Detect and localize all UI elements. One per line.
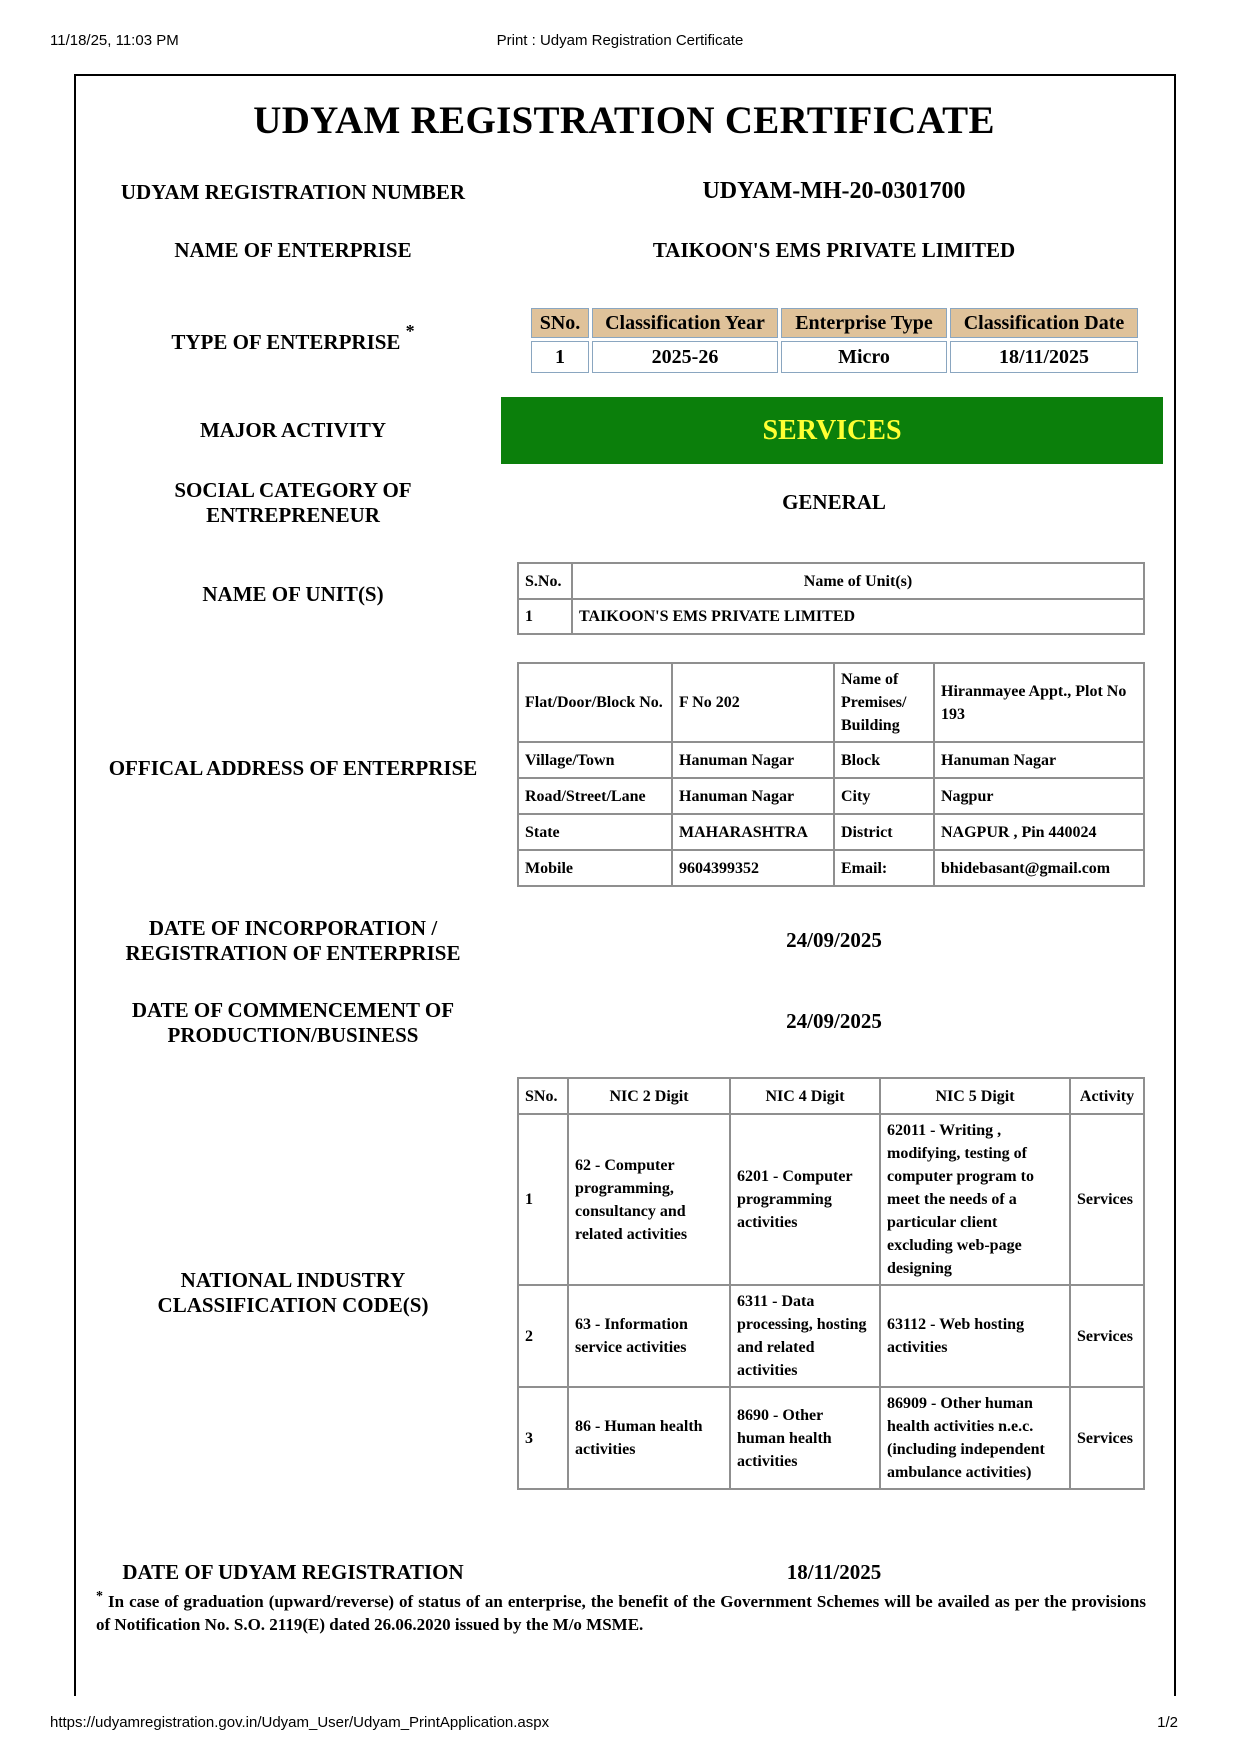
units-header-row bbox=[518, 563, 1144, 599]
classification-header-date: Classification Date bbox=[950, 308, 1138, 338]
address-district: NAGPUR , Pin 440024 bbox=[934, 814, 1144, 850]
table-row bbox=[518, 742, 1144, 778]
footnote bbox=[96, 1590, 1146, 1636]
nic-5digit: 86909 - Other human health activities n.e.c. (including independent ambulance activities) bbox=[880, 1387, 1070, 1489]
address-state: MAHARASHTRA bbox=[672, 814, 834, 850]
registration-number-label: UDYAM REGISTRATION NUMBER bbox=[120, 180, 466, 204]
commencement-label-line2: PRODUCTION/BUSINESS bbox=[167, 1023, 419, 1047]
address-label: OFFICAL ADDRESS OF ENTERPRISE bbox=[108, 756, 478, 780]
social-category-label-line2: ENTREPRENEUR bbox=[206, 503, 380, 527]
social-category-label bbox=[98, 478, 488, 528]
nic-header-sno: SNo. bbox=[518, 1078, 568, 1114]
units-table bbox=[517, 562, 1145, 635]
footnote-text: In case of graduation (upward/reverse) of status of an enterprise, the benefit of the Government Schemes will be availed as per the provisions of Notification No. S.O. 2119(E) dated 26.06.2020 issued by the M/o MSME. bbox=[96, 1592, 1146, 1634]
address-flat: F No 202 bbox=[672, 663, 834, 742]
nic-header-2digit: NIC 2 Digit bbox=[568, 1078, 730, 1114]
address-email-label: Email: bbox=[834, 850, 934, 886]
incorporation-label bbox=[98, 916, 488, 966]
nic-4digit: 8690 - Other human health activities bbox=[730, 1387, 880, 1489]
address-district-label: District bbox=[834, 814, 934, 850]
nic-activity: Services bbox=[1070, 1114, 1144, 1285]
unit-sno: 1 bbox=[518, 599, 572, 634]
nic-5digit: 63112 - Web hosting activities bbox=[880, 1285, 1070, 1387]
udyam-date-label: DATE OF UDYAM REGISTRATION bbox=[122, 1560, 464, 1584]
type-asterisk: * bbox=[405, 321, 415, 341]
address-mobile: 9604399352 bbox=[672, 850, 834, 886]
address-state-label: State bbox=[518, 814, 672, 850]
type-of-enterprise-label bbox=[98, 323, 488, 355]
nic-4digit: 6201 - Computer programming activities bbox=[730, 1114, 880, 1285]
commencement-label-line1: DATE OF COMMENCEMENT OF bbox=[131, 998, 455, 1022]
address-village-label: Village/Town bbox=[518, 742, 672, 778]
nic-sno: 1 bbox=[518, 1114, 568, 1285]
classification-header-year: Classification Year bbox=[592, 308, 778, 338]
nic-2digit: 63 - Information service activities bbox=[568, 1285, 730, 1387]
address-flat-label: Flat/Door/Block No. bbox=[518, 663, 672, 742]
table-row bbox=[518, 850, 1144, 886]
nic-activity: Services bbox=[1070, 1387, 1144, 1489]
print-datetime: 11/18/25, 11:03 PM bbox=[50, 32, 179, 49]
nic-2digit: 86 - Human health activities bbox=[568, 1387, 730, 1489]
table-row bbox=[518, 599, 1144, 634]
print-title: Print : Udyam Registration Certificate bbox=[496, 32, 744, 49]
table-row bbox=[531, 341, 1138, 373]
major-activity-label: MAJOR ACTIVITY bbox=[199, 418, 387, 442]
classification-year: 2025-26 bbox=[592, 341, 778, 373]
address-mobile-label: Mobile bbox=[518, 850, 672, 886]
units-header-name: Name of Unit(s) bbox=[572, 563, 1144, 599]
print-footer bbox=[50, 1714, 1190, 1736]
nic-header-5digit: NIC 5 Digit bbox=[880, 1078, 1070, 1114]
incorporation-label-line1: DATE OF INCORPORATION / bbox=[148, 916, 438, 940]
units-label: NAME OF UNIT(S) bbox=[202, 582, 384, 606]
table-row bbox=[518, 1114, 1144, 1285]
enterprise-name-label: NAME OF ENTERPRISE bbox=[174, 238, 412, 262]
commencement-label bbox=[98, 998, 488, 1048]
nic-activity: Services bbox=[1070, 1285, 1144, 1387]
address-city-label: City bbox=[834, 778, 934, 814]
nic-label-line1: NATIONAL INDUSTRY bbox=[180, 1268, 406, 1292]
classification-date: 18/11/2025 bbox=[950, 341, 1138, 373]
certificate-title: UDYAM REGISTRATION CERTIFICATE bbox=[253, 99, 995, 142]
address-block-label: Block bbox=[834, 742, 934, 778]
incorporation-date: 24/09/2025 bbox=[786, 928, 882, 952]
nic-header-row bbox=[518, 1078, 1144, 1114]
units-header-sno: S.No. bbox=[518, 563, 572, 599]
print-url: https://udyamregistration.gov.in/Udyam_User/Udyam_PrintApplication.aspx bbox=[50, 1714, 550, 1731]
major-activity-banner bbox=[501, 397, 1163, 464]
enterprise-name: TAIKOON'S EMS PRIVATE LIMITED bbox=[652, 238, 1016, 262]
social-category-label-line1: SOCIAL CATEGORY OF bbox=[174, 478, 412, 502]
address-premises: Hiranmayee Appt., Plot No 193 bbox=[934, 663, 1144, 742]
social-category-value: GENERAL bbox=[782, 490, 886, 514]
nic-sno: 3 bbox=[518, 1387, 568, 1489]
nic-4digit: 6311 - Data processing, hosting and related activities bbox=[730, 1285, 880, 1387]
table-row bbox=[518, 814, 1144, 850]
nic-2digit: 62 - Computer programming, consultancy and related activities bbox=[568, 1114, 730, 1285]
table-row bbox=[518, 1285, 1144, 1387]
print-header bbox=[50, 32, 1190, 54]
classification-header-sno: SNo. bbox=[531, 308, 589, 338]
address-email: bhidebasant@gmail.com bbox=[934, 850, 1144, 886]
classification-sno: 1 bbox=[531, 341, 589, 373]
unit-name: TAIKOON'S EMS PRIVATE LIMITED bbox=[572, 599, 1144, 634]
commencement-date: 24/09/2025 bbox=[786, 1009, 882, 1033]
classification-type: Micro bbox=[781, 341, 947, 373]
classification-header-row bbox=[531, 308, 1138, 338]
address-block: Hanuman Nagar bbox=[934, 742, 1144, 778]
nic-table bbox=[517, 1077, 1145, 1490]
address-premises-label: Name of Premises/ Building bbox=[834, 663, 934, 742]
nic-5digit: 62011 - Writing , modifying, testing of computer program to meet the needs of a particular client excluding web-page designing bbox=[880, 1114, 1070, 1285]
nic-header-4digit: NIC 4 Digit bbox=[730, 1078, 880, 1114]
classification-header-type: Enterprise Type bbox=[781, 308, 947, 338]
classification-table bbox=[528, 305, 1141, 376]
address-city: Nagpur bbox=[934, 778, 1144, 814]
address-road: Hanuman Nagar bbox=[672, 778, 834, 814]
page-number: 1/2 bbox=[1157, 1714, 1178, 1731]
major-activity-value: SERVICES bbox=[762, 414, 902, 446]
nic-label bbox=[98, 1268, 488, 1318]
registration-number: UDYAM-MH-20-0301700 bbox=[702, 178, 966, 204]
address-road-label: Road/Street/Lane bbox=[518, 778, 672, 814]
address-table bbox=[517, 662, 1145, 887]
table-row bbox=[518, 778, 1144, 814]
footnote-asterisk: * bbox=[96, 1589, 103, 1604]
table-row bbox=[518, 663, 1144, 742]
type-of-enterprise-text: TYPE OF ENTERPRISE bbox=[171, 330, 401, 354]
address-village: Hanuman Nagar bbox=[672, 742, 834, 778]
nic-header-activity: Activity bbox=[1070, 1078, 1144, 1114]
table-row bbox=[518, 1387, 1144, 1489]
incorporation-label-line2: REGISTRATION OF ENTERPRISE bbox=[125, 941, 461, 965]
nic-label-line2: CLASSIFICATION CODE(S) bbox=[157, 1293, 429, 1317]
nic-sno: 2 bbox=[518, 1285, 568, 1387]
udyam-date: 18/11/2025 bbox=[786, 1560, 882, 1584]
